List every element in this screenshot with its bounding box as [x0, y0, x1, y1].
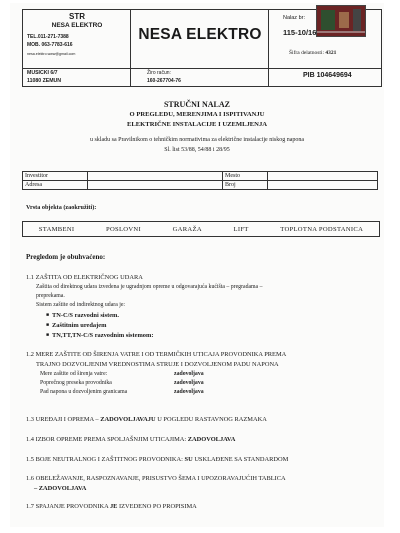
section-1-1-bullet-2: ■ Zaštitnim uređajem [46, 322, 106, 329]
pib-value: PIB 104649694 [303, 72, 352, 79]
type-stambeni[interactable]: STAMBENI [38, 225, 75, 233]
section-1-2-line-1: 1.2 MERE ZAŠTITE OD ŠIRENJA VATRE I OD TERMIČKIH UTICAJA PROVODNIKA PREMA [26, 351, 287, 358]
type-toplotna[interactable]: TOPLOTNA PODSTANICA [280, 225, 364, 233]
section-1-5: 1.5 BOJE NEUTRALNOG I ZAŠTITNOG PROVODNIKA: SU USKLAĐENE SA STANDARDOM [26, 456, 289, 463]
review-title: Pregledom je obuhvaćeno: [26, 253, 106, 261]
section-1-1-line-3: Sistem zaštite od indirektnog udara je: [36, 302, 126, 308]
company-info-cell [23, 10, 131, 69]
type-poslovni[interactable]: POSLOVNI [105, 225, 141, 233]
company-tel: TEL.011-271-7388 [27, 34, 69, 40]
broj-label: Broj [223, 181, 268, 190]
report-subtitle-1: O PREGLEDU, MERENJIMA I ISPITIVANJU [129, 111, 265, 118]
investitor-label: Investitor [23, 172, 88, 181]
section-1-3: 1.3 UREĐAJI I OPREMA – ZADOVOLJAVAJU U POGLEDU RASTAVNOG RAZMAKA [26, 416, 267, 423]
section-1-7: 1.7 SPAJANJE PROVODNIKA JE IZVEDENO PO PROPISIMA [26, 503, 197, 510]
nalaz-value: 115-10/16 [283, 28, 317, 37]
section-1-1-title: 1.1 ZAŠTITA OD ELEKTRIČNOG UDARA [26, 274, 143, 281]
adresa-value[interactable] [88, 181, 223, 190]
adresa-label: Adresa [23, 181, 88, 190]
section-1-2-row-3-value: zadovoljava [174, 389, 204, 395]
company-address: MUSICKI 6/7 [27, 70, 58, 76]
section-1-1-bullet-1: ■ TN-C/S razvodni sistem. [46, 312, 119, 319]
report-title: STRUČNI NALAZ [163, 100, 230, 109]
company-abbrev: STR [69, 12, 85, 21]
mesto-value[interactable] [268, 172, 378, 181]
section-1-6-line-2: – ZADOVOLJAVA [34, 485, 87, 492]
section-1-4: 1.4 IZBOR OPREME PREMA SPOLJAŠNJIM UTICAJIMA: ZADOVOLJAVA [26, 436, 236, 443]
ziro-cell [131, 69, 269, 86]
section-1-1-line-2: preprekama. [36, 293, 65, 299]
section-1-1-line-1: Zaštita od direktnog udara izvedena je ugradnjom opreme u odgovarajuća kućišta – pregradama – [36, 284, 263, 290]
mesto-label: Mesto [223, 172, 268, 181]
sifra-value: 4321 [325, 50, 337, 56]
company-logo-image [316, 5, 366, 37]
address-cell [23, 69, 131, 86]
document-page [10, 3, 384, 527]
object-type-row [22, 221, 380, 237]
sifra-label: Šifra delatnosti: 4321 [289, 50, 337, 56]
investor-table [22, 171, 378, 190]
investitor-value[interactable] [88, 172, 223, 181]
section-1-2-line-2: TRAJNO DOZVOLJENIM VREDNOSTIMA STRUJE I DOZVOLJENOM PADU NAPONA [36, 361, 279, 368]
type-garaza[interactable]: GARAŽA [172, 225, 202, 233]
company-city: 11080 ZEMUN [27, 78, 62, 84]
title-cell [131, 10, 269, 69]
type-lift[interactable]: LIFT [233, 225, 249, 233]
section-1-2-row-1-value: zadovoljava [174, 371, 204, 377]
ziro-value: 160-267704-76 [147, 78, 181, 84]
pib-cell [269, 69, 381, 86]
company-title: NESA ELEKTRO [138, 26, 262, 43]
section-1-2-row-2-label: Poprečnog preseka provodnika [40, 380, 112, 386]
section-1-6-line-1: 1.6 OBELEŽAVANJE, RASPOZNAVANJE, PRISUSTVO ŠEMA I UPOZORAVAJUĆIH TABLICA [26, 475, 286, 482]
regulation-ref: Sl. list 53/88, 54/88 i 28/95 [164, 147, 230, 153]
company-name: NESA ELEKTRO [51, 22, 103, 29]
report-subtitle-2: ELEKTRIČNE INSTALACIJE I UZEMLJENJA [126, 121, 268, 128]
company-mob: MOB. 063-7783-616 [27, 42, 73, 48]
regulation-text: u skladu sa Pravilnikom o tehničkim normativima za električne instalacije niskog napona [89, 137, 305, 143]
ziro-label: Žiro račun: [147, 70, 171, 76]
section-1-1-bullet-3: ■ TN,TT,TN-C/S razvodnim sistemom: [46, 332, 153, 339]
section-1-2-row-2-value: zadovoljava [174, 380, 204, 386]
company-email: nesa.elektro.www@gmail.com [27, 52, 76, 56]
section-1-2-row-3-label: Pad napona u dozvoljenim granicama [40, 389, 128, 395]
section-1-2-row-1-label: Mere zaštite od širenja vatre: [40, 371, 108, 377]
nalaz-label: Nalaz br: [283, 15, 306, 21]
broj-value[interactable] [268, 181, 378, 190]
object-type-label: Vrsta objekta (zaokružiti): [26, 204, 97, 211]
